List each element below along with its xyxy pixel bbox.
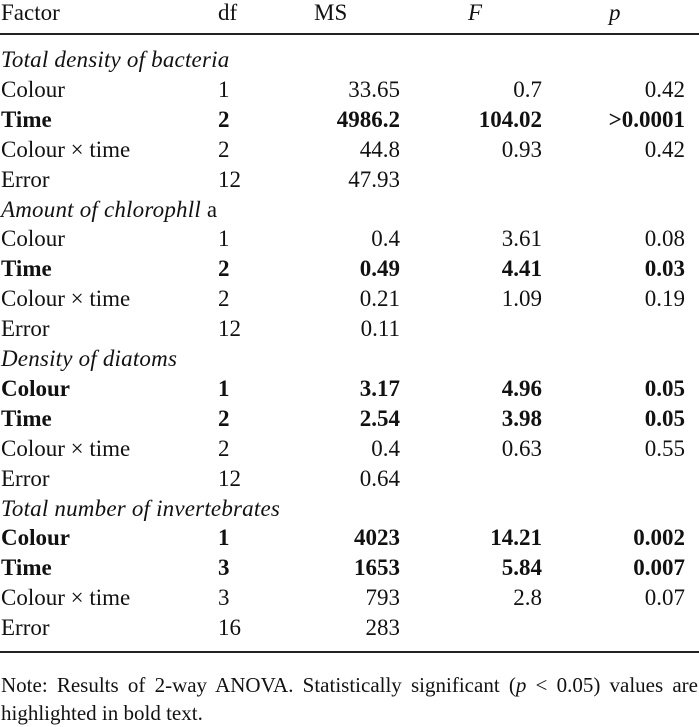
cell-ms: 0.21 bbox=[359, 286, 400, 312]
cell-ms: 44.8 bbox=[359, 136, 400, 162]
cell-df: 12 bbox=[218, 465, 241, 491]
cell-p: 0.08 bbox=[644, 226, 685, 252]
cell-p: >0.0001 bbox=[608, 106, 685, 132]
cell-f: 3.61 bbox=[501, 226, 542, 252]
table-header bbox=[0, 0, 699, 28]
cell-df: 12 bbox=[218, 166, 241, 192]
cell-factor: Error bbox=[1, 166, 50, 192]
header-factor: Factor bbox=[1, 0, 60, 25]
cell-ms: 2.54 bbox=[359, 405, 400, 431]
table-top-rule bbox=[0, 33, 699, 35]
cell-ms: 0.64 bbox=[359, 465, 400, 491]
cell-factor: Colour bbox=[1, 375, 70, 401]
cell-p: 0.05 bbox=[644, 405, 685, 431]
cell-p: 0.19 bbox=[644, 286, 685, 312]
table-row bbox=[0, 523, 699, 553]
cell-df: 2 bbox=[218, 256, 230, 282]
table-note bbox=[1, 671, 698, 727]
cell-f: 1.09 bbox=[501, 286, 542, 312]
cell-df: 16 bbox=[218, 615, 241, 641]
cell-ms: 0.4 bbox=[371, 226, 400, 252]
cell-df: 2 bbox=[218, 106, 230, 132]
table-bottom-rule bbox=[0, 651, 699, 653]
note-prefix: Note: Results of 2-way ANOVA. Statistically significant ( bbox=[1, 673, 516, 697]
cell-f: 2.8 bbox=[513, 585, 542, 611]
cell-factor: Colour × time bbox=[1, 435, 131, 461]
section-title bbox=[1, 494, 280, 524]
section-title-row bbox=[0, 494, 699, 524]
cell-df: 1 bbox=[218, 375, 230, 401]
cell-f: 3.98 bbox=[501, 405, 542, 431]
section-title-text: Amount of chlorophll bbox=[1, 196, 201, 222]
cell-df: 3 bbox=[218, 585, 230, 611]
table-row bbox=[0, 224, 699, 254]
cell-ms: 3.17 bbox=[359, 375, 400, 401]
cell-ms: 0.49 bbox=[359, 256, 400, 282]
table-row bbox=[0, 105, 699, 135]
cell-df: 1 bbox=[218, 525, 230, 551]
table-row bbox=[0, 374, 699, 404]
cell-df: 1 bbox=[218, 76, 230, 102]
cell-f: 4.41 bbox=[501, 256, 542, 282]
table-row bbox=[0, 613, 699, 643]
cell-f: 4.96 bbox=[501, 375, 542, 401]
cell-p: 0.05 bbox=[644, 375, 685, 401]
section-title-text: Total number of invertebrates bbox=[1, 495, 281, 521]
cell-ms: 0.11 bbox=[360, 316, 400, 342]
cell-df: 2 bbox=[218, 136, 230, 162]
table-row bbox=[0, 254, 699, 284]
cell-p: 0.07 bbox=[644, 585, 685, 611]
cell-p: 0.42 bbox=[644, 76, 685, 102]
cell-factor: Time bbox=[1, 106, 52, 132]
cell-f: 104.02 bbox=[478, 106, 542, 132]
cell-f: 14.21 bbox=[490, 525, 542, 551]
note-symbol: p bbox=[515, 673, 527, 697]
table-row bbox=[0, 434, 699, 464]
table-row bbox=[0, 75, 699, 105]
table-row bbox=[0, 553, 699, 583]
cell-f: 0.63 bbox=[501, 435, 542, 461]
section-title-row bbox=[0, 195, 699, 225]
cell-ms: 47.93 bbox=[348, 166, 400, 192]
section-title bbox=[1, 195, 217, 225]
cell-df: 2 bbox=[218, 435, 230, 461]
cell-f: 5.84 bbox=[501, 555, 542, 581]
cell-ms: 793 bbox=[365, 585, 400, 611]
cell-f: 0.93 bbox=[501, 136, 542, 162]
cell-f: 0.7 bbox=[513, 76, 542, 102]
cell-factor: Error bbox=[1, 465, 50, 491]
section-title bbox=[1, 45, 229, 75]
section-title bbox=[1, 344, 177, 374]
cell-factor: Colour × time bbox=[1, 585, 131, 611]
cell-factor: Colour × time bbox=[1, 136, 131, 162]
header-f: F bbox=[468, 0, 483, 25]
table-row bbox=[0, 314, 699, 344]
cell-factor: Time bbox=[1, 405, 52, 431]
cell-factor: Time bbox=[1, 555, 52, 581]
cell-ms: 4023 bbox=[354, 525, 400, 551]
section-title-text: Total density of bacteria bbox=[1, 47, 230, 72]
cell-p: 0.03 bbox=[644, 256, 685, 282]
note-suffix: < 0.05) values are highlighted in bold text. bbox=[1, 673, 698, 725]
cell-df: 1 bbox=[218, 226, 230, 252]
section-title-row bbox=[0, 344, 699, 374]
table-row bbox=[0, 404, 699, 434]
table-row bbox=[0, 284, 699, 314]
cell-factor: Colour bbox=[1, 525, 70, 551]
cell-df: 2 bbox=[218, 286, 230, 312]
cell-factor: Time bbox=[1, 256, 52, 282]
table-row bbox=[0, 165, 699, 195]
cell-factor: Error bbox=[1, 615, 50, 641]
cell-factor: Colour bbox=[1, 76, 65, 102]
cell-ms: 1653 bbox=[354, 555, 400, 581]
table-row bbox=[0, 464, 699, 494]
cell-ms: 4986.2 bbox=[336, 106, 400, 132]
cell-factor: Colour × time bbox=[1, 286, 131, 312]
cell-df: 12 bbox=[218, 316, 241, 342]
section-title-text: Density of diatoms bbox=[1, 346, 178, 371]
cell-ms: 283 bbox=[365, 615, 400, 641]
cell-df: 2 bbox=[218, 405, 230, 431]
cell-p: 0.002 bbox=[633, 525, 685, 551]
section-title-row bbox=[0, 45, 699, 75]
cell-p: 0.55 bbox=[644, 435, 685, 461]
cell-p: 0.007 bbox=[633, 555, 685, 581]
table-row bbox=[0, 135, 699, 165]
cell-ms: 0.4 bbox=[371, 435, 400, 461]
section-title-suffix: a bbox=[206, 196, 218, 222]
cell-df: 3 bbox=[218, 555, 230, 581]
table-row bbox=[0, 583, 699, 613]
header-ms: MS bbox=[314, 0, 348, 25]
cell-factor: Colour bbox=[1, 226, 65, 252]
header-p: p bbox=[609, 0, 621, 25]
cell-p: 0.42 bbox=[644, 136, 685, 162]
cell-factor: Error bbox=[1, 316, 50, 342]
header-df: df bbox=[218, 0, 238, 25]
cell-ms: 33.65 bbox=[348, 76, 400, 102]
